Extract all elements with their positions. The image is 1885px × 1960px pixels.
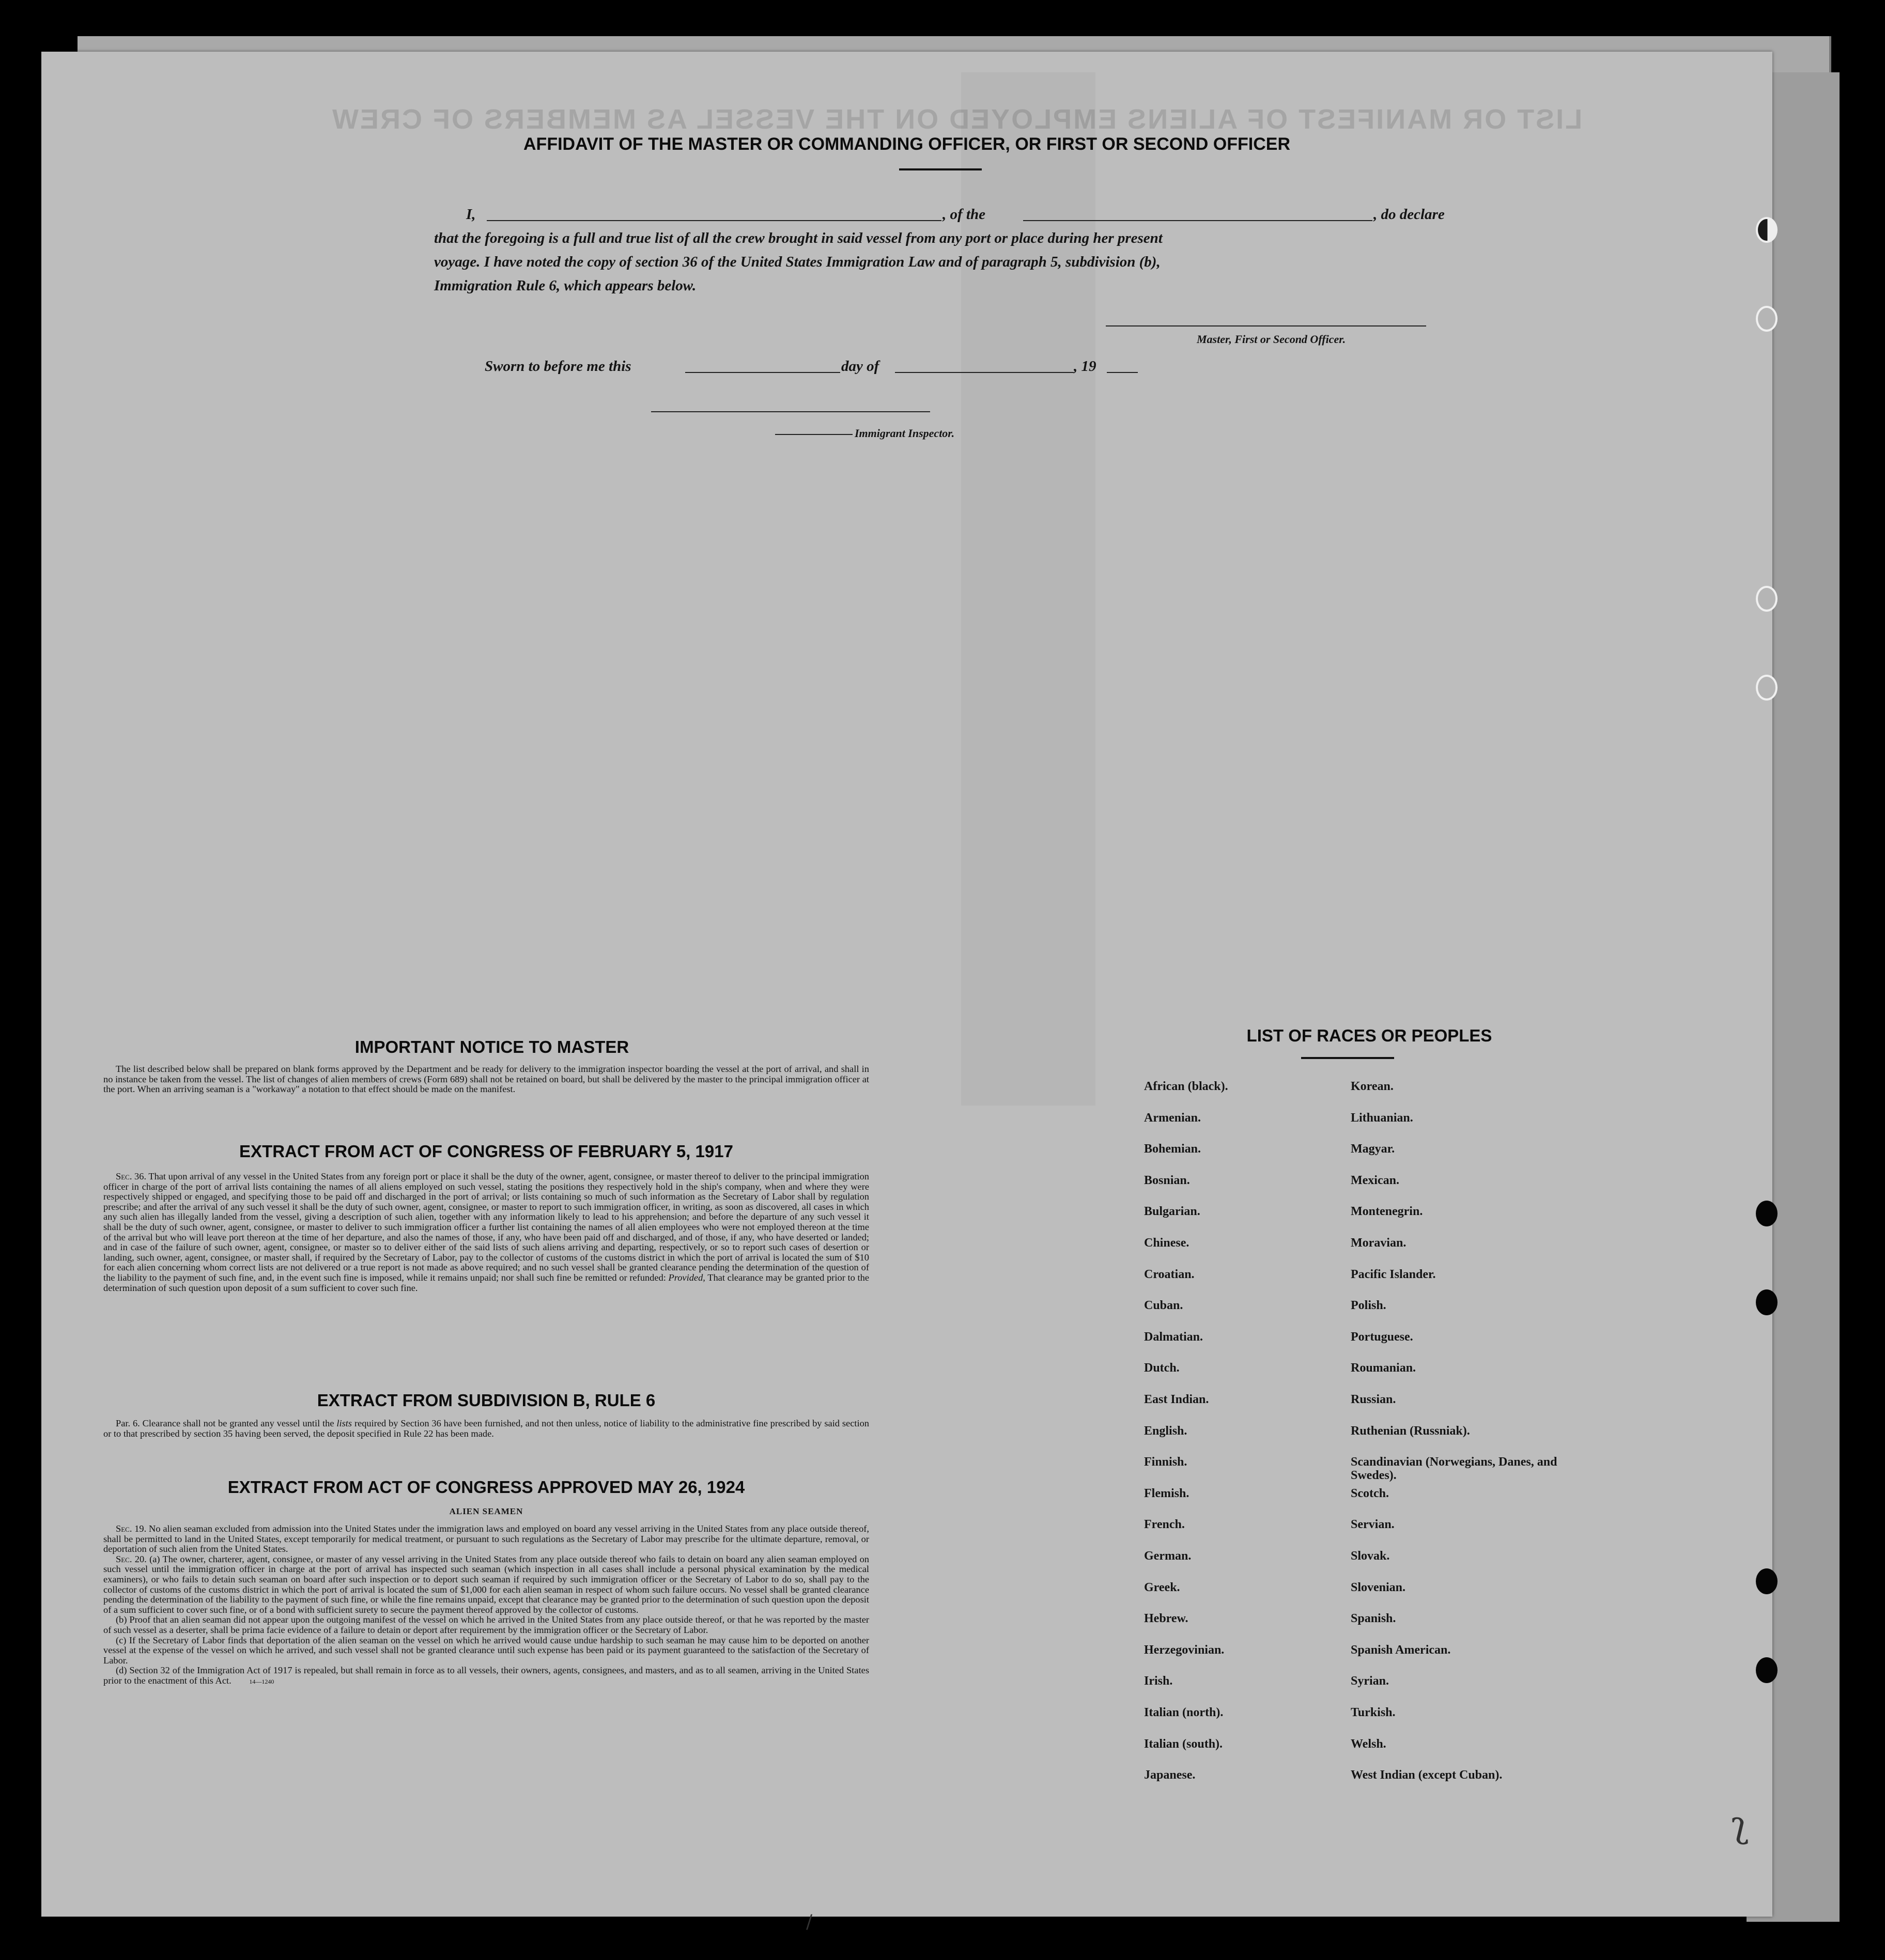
sworn-day-blank	[685, 372, 840, 373]
race-item: East Indian.	[1144, 1393, 1209, 1406]
race-item: Servian.	[1351, 1518, 1395, 1532]
par-6-paragraph	[103, 1419, 869, 1439]
race-item: Lithuanian.	[1351, 1111, 1413, 1125]
sec-36-label: Sec. 36.	[116, 1171, 147, 1181]
extract-1924-text	[103, 1524, 869, 1687]
race-item: Bohemian.	[1144, 1142, 1201, 1156]
extract-rule6-text	[103, 1419, 869, 1439]
par-6-body-b: required by Section 36 have been furnished, and not then unless, notice of liability to the administrative fine prescribed by said section or to that prescribed by section 35 having been served, the deposit specified in Rule 22 has been made.	[103, 1418, 869, 1439]
binder-hole	[1756, 1568, 1778, 1594]
race-item: Montenegrin.	[1351, 1205, 1423, 1219]
sec-36-paragraph	[103, 1172, 869, 1293]
race-item: Syrian.	[1351, 1674, 1389, 1688]
race-item: Mexican.	[1351, 1173, 1399, 1187]
race-item: Roumanian.	[1351, 1361, 1416, 1375]
sec-20a-paragraph	[103, 1554, 869, 1615]
affidavit-line-3: Immigration Rule 6, which appears below.	[434, 277, 697, 294]
sec-19-paragraph	[103, 1524, 869, 1554]
race-item: Scotch.	[1351, 1486, 1389, 1500]
sec-36-proviso: That clearance may be granted prior to the determination of such question upon deposit of a sum sufficient to cover such fine.	[103, 1272, 870, 1293]
inspector-label: Immigrant Inspector.	[855, 427, 955, 440]
extract-1924-title: EXTRACT FROM ACT OF CONGRESS APPROVED MAY 26, 1924	[227, 1477, 745, 1497]
race-item: Italian (south).	[1144, 1737, 1223, 1751]
sec-20b-paragraph: (b) Proof that an alien seaman did not appear upon the outgoing manifest of the vessel on which he arrived in the United States from any place outside thereof, or that he was reported by the master of such vessel as a deserter, shall be prima facie evidence of a failure to detain or deport after requirement by the immigration officer or the Secretary of Labor.	[103, 1614, 869, 1635]
race-item: Spanish.	[1351, 1612, 1396, 1626]
races-title-rule	[1301, 1057, 1394, 1059]
race-item: Japanese.	[1144, 1768, 1196, 1782]
vessel-blank	[1023, 220, 1372, 221]
extract-rule6-title: EXTRACT FROM SUBDIVISION B, RULE 6	[317, 1391, 656, 1410]
race-item: Pacific Islander.	[1351, 1267, 1436, 1281]
sworn-label: Sworn to before me this	[485, 358, 631, 375]
race-item: Chinese.	[1144, 1236, 1189, 1250]
binder-hole	[1756, 217, 1778, 243]
year-label: , 19	[1074, 358, 1096, 375]
form-number: 14—1240	[249, 1677, 274, 1685]
race-item: Russian.	[1351, 1393, 1396, 1406]
sec-20c-paragraph: (c) If the Secretary of Labor finds that deportation of the alien seaman on the vessel on which he arrived would cause undue hardship to such seaman he may cause him to be deported on another vessel at the expense of the vessel on which he arrived, and such vessel shall not be granted clearance until such expense has been paid or its payment guaranteed to the satisfaction of the Secretary of Labor.	[103, 1635, 869, 1666]
par-6-body-a: Clearance shall not be granted any vessel until the	[142, 1418, 334, 1428]
binder-hole	[1756, 306, 1778, 332]
race-item: Bosnian.	[1144, 1173, 1190, 1187]
day-of-label: day of	[841, 358, 879, 375]
sworn-month-blank	[895, 372, 1074, 373]
lists-label: lists	[336, 1418, 352, 1428]
race-item: Irish.	[1144, 1674, 1173, 1688]
race-item: German.	[1144, 1549, 1192, 1563]
binder-hole	[1756, 1289, 1778, 1315]
sec-20d-paragraph	[103, 1666, 869, 1687]
extract-1917-title: EXTRACT FROM ACT OF CONGRESS OF FEBRUARY 5, 1917	[239, 1142, 733, 1161]
affidavit-i-label: I,	[466, 206, 476, 223]
race-item: English.	[1144, 1424, 1187, 1438]
sworn-year-blank	[1107, 372, 1138, 373]
sec-20a-body: (a) The owner, charterer, agent, consignee, or master of any vessel arriving in the United States from any place outside thereof who fails to detain on board any alien seaman employed on such vessel until the immigration officer in charge at the port of arrival has inspected such seaman (which inspection in all cases shall include a personal physical examination by the medical examiners), or who fails to detain such seaman on board after such inspection or to deport such seaman if required by such immigration officer or the Secretary of Labor to do so, shall pay to the collector of customs of the customs district in which the port of arrival is located the sum of $1,000 for each alien seaman in respect of whom such failure occurs. No vessel shall be granted clearance pending the determination of the liability to the payment of such fine, or while the fine remains unpaid, except that clearance may be granted prior to the determination of such question upon the deposit of a sum sufficient to cover such fine, or of a bond with sufficient surety to secure the payment thereof approved by the collector of customs.	[103, 1553, 869, 1615]
notice-title: IMPORTANT NOTICE TO MASTER	[354, 1037, 629, 1056]
binder-hole	[1756, 586, 1778, 612]
affidavit-line-2: voyage. I have noted the copy of section 36 of the United States Immigration Law and of paragraph 5, subdivision (b),	[434, 254, 1161, 270]
race-item: Polish.	[1351, 1299, 1386, 1313]
race-item: Portuguese.	[1351, 1330, 1413, 1344]
race-item: Moravian.	[1351, 1236, 1407, 1250]
races-title: LIST OF RACES OR PEOPLES	[1246, 1026, 1492, 1045]
notice-paragraph: The list described below shall be prepared on blank forms approved by the Department and be ready for delivery to the immigration inspector boarding the vessel at the port of arrival, and shall in no instance be taken from the vessel. The list of changes of alien members of crews (Form 689) shall not be retained on board, but shall be delivered by the master to the principal immigration officer at the port. When an arriving seaman is a "workaway" a notation to that effect should be made on the manifest.	[103, 1064, 869, 1095]
notice-text	[103, 1064, 869, 1095]
document-page	[41, 52, 1772, 1933]
master-signature-label: Master, First or Second Officer.	[1197, 333, 1346, 346]
race-item: African (black).	[1144, 1080, 1228, 1093]
race-item: Slovak.	[1351, 1549, 1390, 1563]
name-blank	[487, 220, 941, 221]
race-item: Korean.	[1351, 1080, 1394, 1093]
race-item: French.	[1144, 1518, 1185, 1532]
sec-19-label: Sec. 19.	[116, 1523, 147, 1534]
provided-label: Provided,	[668, 1272, 705, 1283]
race-item: Dalmatian.	[1144, 1330, 1203, 1344]
sec-19-body: No alien seaman excluded from admission into the United States under the immigration laws and employed on board any vessel arriving in the United States from any place outside thereof, shall be permitted to land in the United States, except temporarily for medical treatment, or pursuant to such regulations as the Secretary of Labor may prescribe for the ultimate departure, removal, or deportation of such alien from the United States.	[103, 1523, 869, 1554]
sec-20-label: Sec. 20.	[116, 1553, 147, 1564]
bleed-through-header: LIST OR MANIFEST OF ALIENS EMPLOYED ON THE VESSEL AS MEMBERS OF CREW	[331, 104, 1583, 135]
race-item: Bulgarian.	[1144, 1205, 1200, 1219]
inspector-signature-line	[651, 411, 930, 412]
sec-20d-body: (d) Section 32 of the Immigration Act of 1917 is repealed, but shall remain in force as to all vessels, their owners, agents, consignees, and masters, and as to all seamen, arriving in the United States prior to the enactment of this Act.	[103, 1665, 869, 1686]
race-item: Ruthenian (Russniak).	[1351, 1424, 1470, 1438]
race-item: Spanish American.	[1351, 1643, 1451, 1657]
title-rule	[899, 168, 982, 170]
binder-hole	[1756, 1201, 1778, 1226]
race-item: Dutch.	[1144, 1361, 1180, 1375]
race-item: Cuban.	[1144, 1299, 1183, 1313]
pencil-mark: ʅ	[1731, 1803, 1749, 1845]
race-item: Magyar.	[1351, 1142, 1395, 1156]
sec-36-body: That upon arrival of any vessel in the United States from any foreign port or place it shall be the duty of the owner, agent, consignee, or master thereof to deliver to the principal immigration officer in charge of the port of arrival lists containing the names of all aliens employed on such vessel, stating the positions they respectively hold in the ship's company, when and where they were respectively shipped or engaged, and specifying those to be paid off and discharged in the port of arrival; or lists containing so much of such information as the Secretary of Labor shall by regulation prescribe; and after the arrival of any such vessel it shall be the duty of such owner, agent, consignee, or master to report to such immigration officer, in writing, as soon as discovered, all cases in which any such alien has illegally landed from the vessel, giving a description of such alien, together with any information likely to lead to his apprehension; and before the departure of any such vessel it shall be the duty of such owner, agent, consignee, or master to deliver to such immigration officer a further list containing the names of all alien employees who were not employed thereon at the time of the arrival but who will leave port thereon at the time of her departure, and also the names of those, if any, who have been paid off and discharged, and of those, if any, who have deserted or landed; and in case of the failure of such owner, agent, consignee, or master so to deliver either of the said lists of such aliens arriving and departing, respectively, or so to report such cases of desertion or landing, such owner, agent, consignee, or master shall, if required by the Secretary of Labor, pay to the collector of customs of the customs district in which the port of arrival is located the sum of $10 for each alien concerning whom correct lists are not delivered or a true report is not made as above required; and no such vessel shall be granted clearance pending the determination of the question of the liability to the payment of such fine, and, in the event such fine is imposed, while it remains unpaid; nor shall such fine be remitted or refunded:	[103, 1171, 870, 1283]
pencil-mark: /	[806, 1911, 813, 1933]
binder-hole	[1756, 1657, 1778, 1683]
affidavit-of-the-label: , of the	[942, 206, 985, 223]
affidavit-declare-label: , do declare	[1373, 206, 1445, 223]
binder-hole	[1756, 675, 1778, 701]
race-item: Flemish.	[1144, 1486, 1189, 1500]
race-item: Hebrew.	[1144, 1612, 1188, 1626]
race-item: Turkish.	[1351, 1706, 1396, 1719]
affidavit-line-1: that the foregoing is a full and true list of all the crew brought in said vessel from any port or place during her present	[434, 230, 1163, 246]
race-item: Scandinavian (Norwegians, Danes, and Swedes).	[1351, 1455, 1557, 1483]
race-item: Armenian.	[1144, 1111, 1201, 1125]
race-item: Slovenian.	[1351, 1580, 1406, 1594]
race-item: Finnish.	[1144, 1455, 1187, 1469]
race-item: Croatian.	[1144, 1267, 1195, 1281]
race-item: Greek.	[1144, 1580, 1180, 1594]
alien-seamen-subtitle: ALIEN SEAMEN	[449, 1506, 523, 1516]
race-item: Welsh.	[1351, 1737, 1386, 1751]
extract-1917-text	[103, 1172, 869, 1293]
race-item: Italian (north).	[1144, 1706, 1224, 1719]
par-6-label: Par. 6.	[116, 1418, 140, 1428]
master-signature-line	[1106, 325, 1426, 326]
race-item: Herzegovinian.	[1144, 1643, 1225, 1657]
affidavit-title: AFFIDAVIT OF THE MASTER OR COMMANDING OFFICER, OR FIRST OR SECOND OFFICER	[523, 134, 1290, 154]
race-item: West Indian (except Cuban).	[1351, 1768, 1503, 1782]
inspector-signature-line-short	[775, 434, 853, 435]
